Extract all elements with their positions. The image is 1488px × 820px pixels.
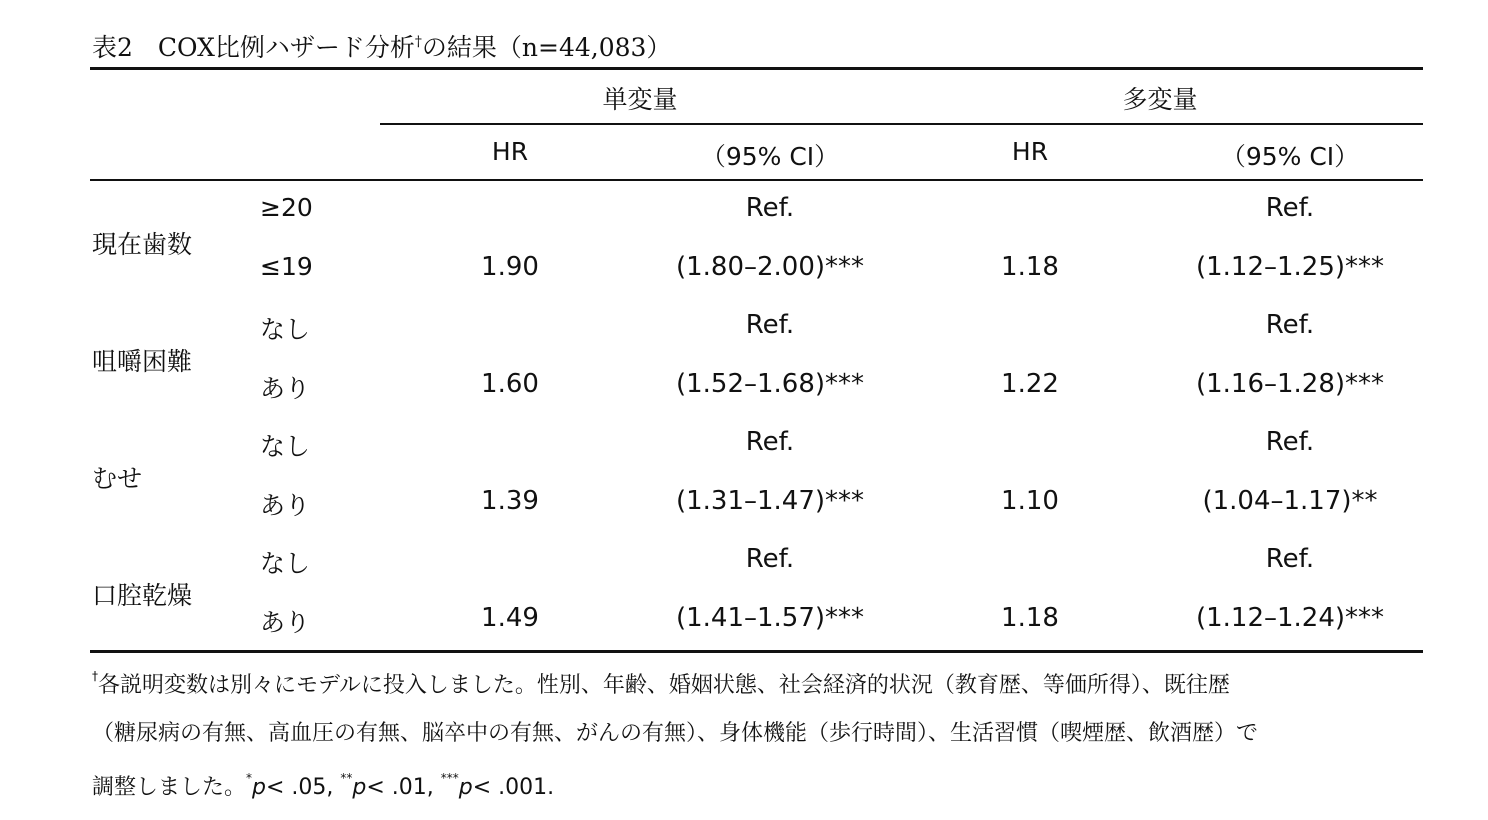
- sig-star-1: *: [246, 771, 253, 785]
- ci-univariate: Ref.: [745, 310, 795, 340]
- ci-multivariate: (1.16–1.28)***: [1195, 369, 1385, 399]
- category-label: むせ: [92, 464, 143, 493]
- level-label: ≥20: [260, 193, 313, 222]
- footnote-text-3: 調整しました。: [92, 775, 247, 800]
- level-label: ≤19: [260, 252, 313, 281]
- hr-multivariate: 1.18: [1001, 252, 1059, 282]
- hr-univariate: 1.90: [481, 252, 539, 282]
- ci-multivariate: Ref.: [1265, 427, 1315, 457]
- ci-univariate: Ref.: [745, 427, 795, 457]
- group-rule: [380, 123, 1423, 125]
- ci-univariate: (1.52–1.68)***: [675, 369, 865, 399]
- caption-dagger: †: [414, 34, 422, 50]
- top-rule: [90, 67, 1423, 70]
- ci-multivariate: (1.04–1.17)**: [1202, 486, 1378, 516]
- category-label: 現在歯数: [92, 230, 193, 259]
- footnote-line-1: [92, 668, 1230, 699]
- p-threshold-1: < .05,: [265, 775, 341, 800]
- header-hr-univariate: HR: [491, 137, 529, 166]
- ci-multivariate: (1.12–1.24)***: [1195, 603, 1385, 633]
- p-label: p: [352, 775, 367, 800]
- ci-univariate: (1.41–1.57)***: [675, 603, 865, 633]
- ci-univariate: Ref.: [745, 544, 795, 574]
- p-label: p: [252, 775, 266, 800]
- hr-univariate: 1.60: [481, 369, 539, 399]
- table-caption: [92, 28, 671, 64]
- hr-univariate: 1.39: [481, 486, 539, 516]
- header-univariate: 単変量: [602, 85, 678, 114]
- p-threshold-2: < .01,: [366, 775, 441, 800]
- header-rule: [90, 179, 1423, 181]
- ci-multivariate: Ref.: [1265, 544, 1315, 574]
- ci-univariate: Ref.: [745, 193, 795, 223]
- header-ci-multivariate: （95% CI）: [1220, 142, 1360, 171]
- sig-star-3: ***: [440, 771, 459, 785]
- hr-multivariate: 1.18: [1001, 603, 1059, 633]
- footnote-line-2: （糖尿病の有無、高血圧の有無、脳卒中の有無、がんの有無）、身体機能（歩行時間）、生活習慣（喫煙歴、飲酒歴）で: [92, 721, 1259, 746]
- footnote-dagger: †: [92, 669, 98, 683]
- level-label: あり: [260, 608, 311, 637]
- p-threshold-3: < .001.: [472, 775, 555, 800]
- p-label: p: [458, 775, 473, 800]
- ci-multivariate: (1.12–1.25)***: [1195, 252, 1385, 282]
- level-label: なし: [260, 315, 311, 344]
- header-hr-multivariate: HR: [1011, 137, 1049, 166]
- header-multivariate: 多変量: [1122, 85, 1198, 114]
- hr-multivariate: 1.10: [1001, 486, 1059, 516]
- header-ci-univariate: （95% CI）: [700, 142, 840, 171]
- level-label: なし: [260, 432, 311, 461]
- caption-title: 表2 COX比例ハザード分析: [92, 33, 415, 62]
- caption-suffix: の結果（n=44,083）: [421, 33, 672, 62]
- category-label: 口腔乾燥: [92, 581, 193, 610]
- ci-univariate: (1.31–1.47)***: [675, 486, 865, 516]
- sig-star-2: **: [340, 771, 353, 785]
- level-label: なし: [260, 549, 311, 578]
- level-label: あり: [260, 491, 311, 520]
- bottom-rule: [90, 650, 1423, 653]
- hr-univariate: 1.49: [481, 603, 539, 633]
- category-label: 咀嚼困難: [92, 347, 193, 376]
- ci-univariate: (1.80–2.00)***: [675, 252, 865, 282]
- footnote-line-3: [92, 770, 554, 801]
- level-label: あり: [260, 374, 311, 403]
- hr-multivariate: 1.22: [1001, 369, 1059, 399]
- ci-multivariate: Ref.: [1265, 310, 1315, 340]
- ci-multivariate: Ref.: [1265, 193, 1315, 223]
- footnote-text-1: 各説明変数は別々にモデルに投入しました。性別、年齢、婚姻状態、社会経済的状況（教育歴、等価所得）、既往歴: [98, 673, 1230, 698]
